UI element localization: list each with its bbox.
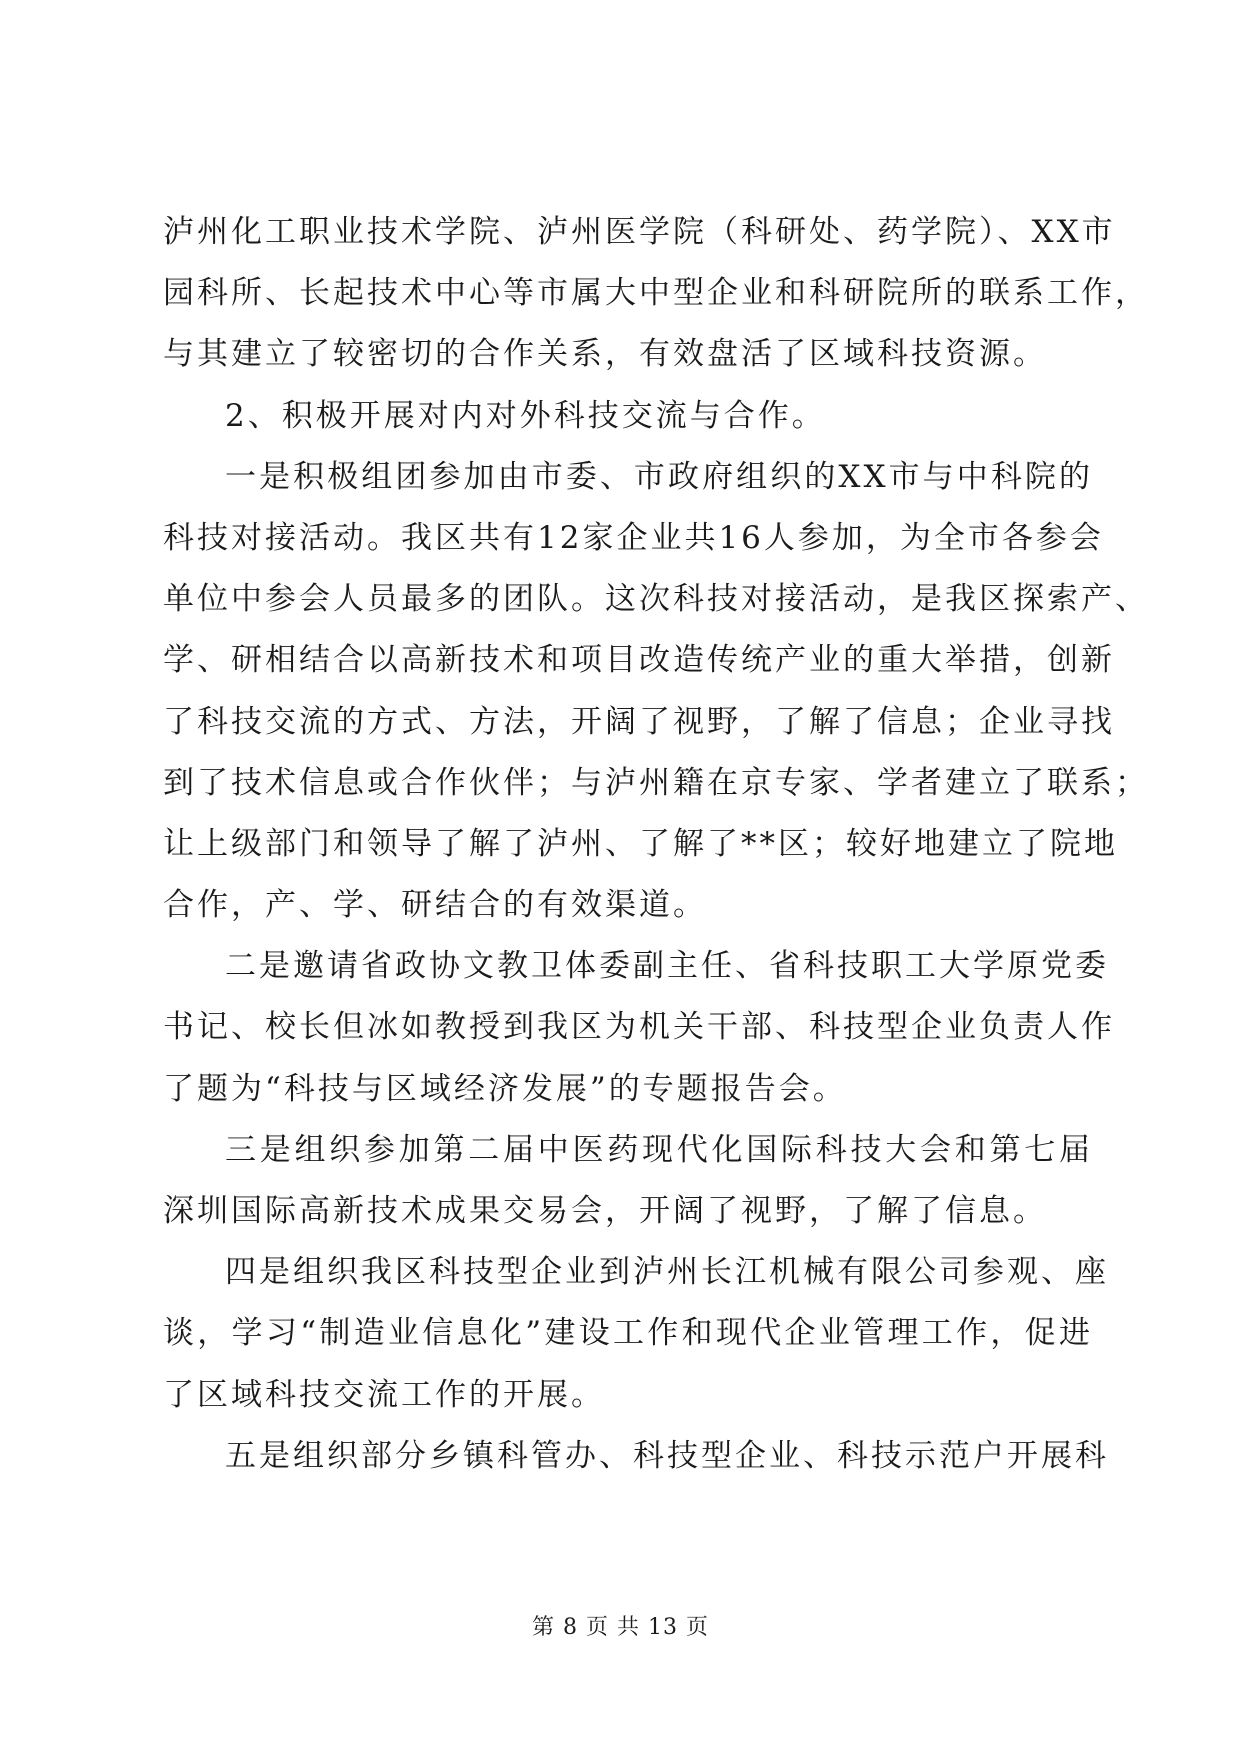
text-line: 三是组织参加第二届中医药现代化国际科技大会和第七届 [225, 1131, 1093, 1168]
text-line: 合作，产、学、研结合的有效渠道。 [163, 887, 707, 924]
document-body [163, 202, 1149, 1487]
text-line: 了区域科技交流工作的开展。 [163, 1376, 605, 1413]
text-line: 单位中参会人员最多的团队。这次科技对接活动，是我区探索产、 [163, 581, 1149, 618]
text-line: 二是邀请省政协文教卫体委副主任、省科技职工大学原党委 [225, 948, 1109, 985]
text-line: 了科技交流的方式、方法，开阔了视野，了解了信息；企业寻找 [163, 703, 1115, 740]
text-line: 泸州化工职业技术学院、泸州医学院（科研处、药学院）、XX市 [163, 214, 1116, 250]
page-number-footer: 第 8 页 共 13 页 [532, 1615, 709, 1640]
text-line: 科技对接活动。我区共有12家企业共16人参加，为全市各参会 [163, 519, 1104, 556]
text-line: 到了技术信息或合作伙伴；与泸州籍在京专家、学者建立了联系； [163, 764, 1149, 801]
text-line: 深圳国际高新技术成果交易会，开阔了视野，了解了信息。 [163, 1193, 1047, 1229]
section-heading: 2、积极开展对内对外科技交流与合作。 [225, 397, 826, 434]
text-line: 让上级部门和领导了解了泸州、了解了**区；较好地建立了院地 [163, 825, 1118, 862]
text-line: 四是组织我区科技型企业到泸州长江机械有限公司参观、座 [225, 1254, 1109, 1291]
text-line: 书记、校长但冰如教授到我区为机关干部、科技型企业负责人作 [163, 1009, 1115, 1046]
text-line: 了题为“科技与区域经济发展”的专题报告会。 [163, 1070, 847, 1107]
text-line: 谈，学习“制造业信息化”建设工作和现代企业管理工作，促进 [163, 1315, 1093, 1352]
text-line: 园科所、长起技术中心等市属大中型企业和科研院所的联系工作， [163, 275, 1149, 312]
text-line: 学、研相结合以高新技术和项目改造传统产业的重大举措，创新 [163, 642, 1115, 679]
text-line: 一是积极组团参加由市委、市政府组织的XX市与中科院的 [225, 458, 1093, 495]
text-line: 五是组织部分乡镇科管办、科技型企业、科技示范户开展科 [225, 1437, 1109, 1474]
text-line: 与其建立了较密切的合作关系，有效盘活了区域科技资源。 [163, 336, 1047, 373]
